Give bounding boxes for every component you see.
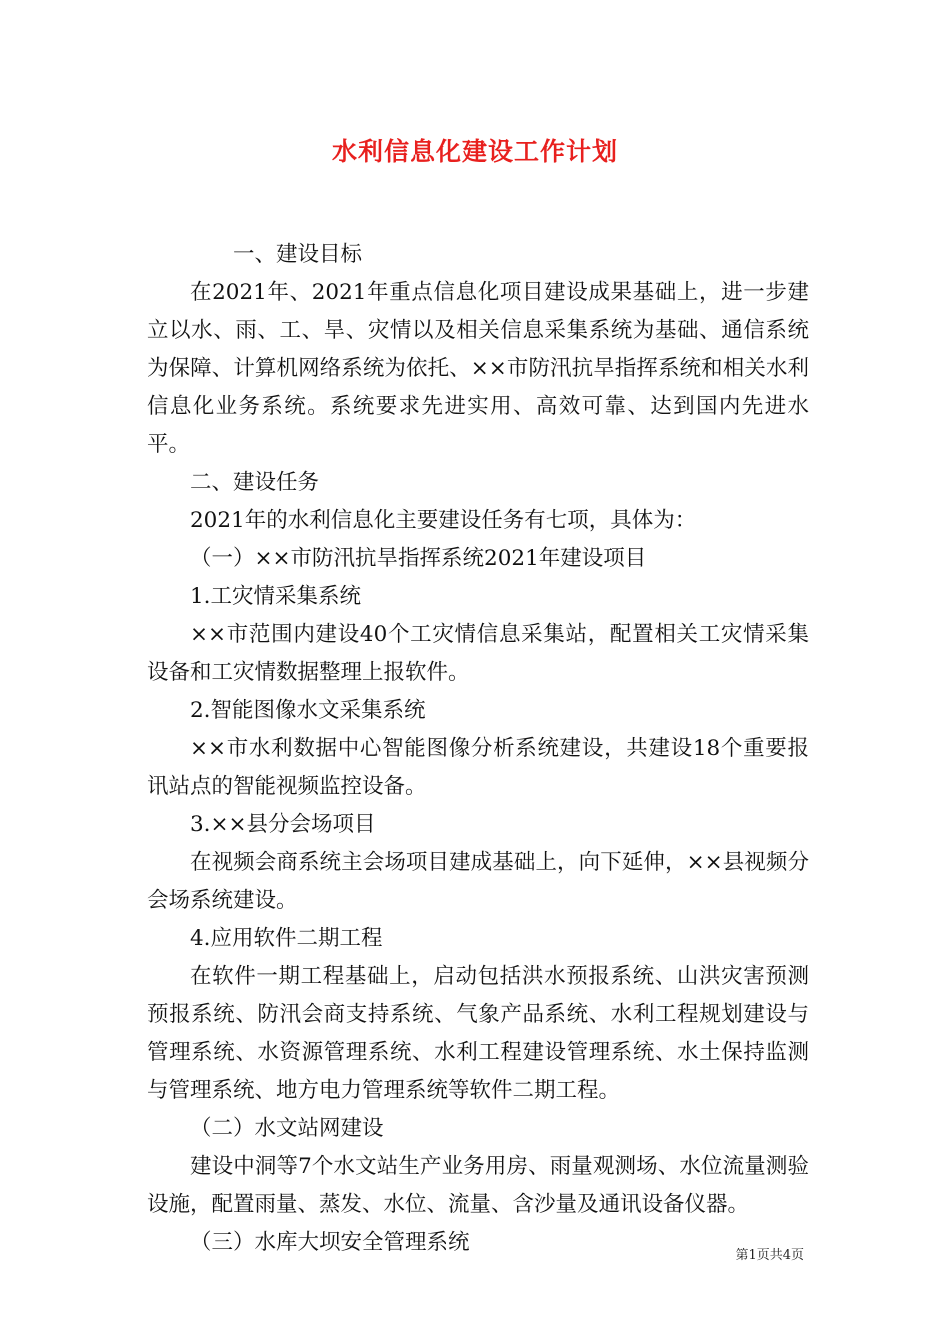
subheading-project-3: （三）水库大坝安全管理系统: [190, 1230, 470, 1255]
item-heading-3: 3.××县分会场项目: [190, 812, 376, 837]
item-heading-1: 1.工灾情采集系统: [190, 584, 362, 609]
item-heading-2: 2.智能图像水文采集系统: [190, 698, 426, 723]
subheading-project-2: （二）水文站网建设: [190, 1116, 384, 1141]
document-body: [147, 236, 809, 1262]
paragraph-goal: 在2021年、2021年重点信息化项目建设成果基础上，进一步建立以水、雨、工、旱、灾情以及相关信息采集系统为基础、通信系统为保障、计算机网络系统为依托、××市防汛抗旱指挥系统和相关水利信息化业务系统。系统要求先进实用、高效可靠、达到国内先进水平。: [147, 280, 809, 457]
item-text-3: 在视频会商系统主会场项目建成基础上，向下延伸，××县视频分会场系统建设。: [147, 850, 809, 913]
paragraph-tasks-intro: 2021年的水利信息化主要建设任务有七项，具体为：: [190, 508, 697, 533]
paragraph-project-2: 建设中洞等7个水文站生产业务用房、雨量观测场、水位流量测验设施，配置雨量、蒸发、水位、流量、含沙量及通讯设备仪器。: [147, 1154, 809, 1217]
item-text-4: 在软件一期工程基础上，启动包括洪水预报系统、山洪灾害预测预报系统、防汛会商支持系统、气象产品系统、水利工程规划建设与管理系统、水资源管理系统、水利工程建设管理系统、水土保持监测与管理系统、地方电力管理系统等软件二期工程。: [147, 964, 809, 1103]
document-title: 水利信息化建设工作计划: [331, 137, 618, 166]
subheading-project-1: （一）××市防汛抗旱指挥系统2021年建设项目: [190, 546, 647, 571]
page-number: 第1页共4页: [735, 1248, 804, 1263]
item-text-2: ××市水利数据中心智能图像分析系统建设，共建设18个重要报讯站点的智能视频监控设备。: [147, 736, 809, 799]
item-heading-4: 4.应用软件二期工程: [190, 926, 383, 951]
item-text-1: ××市范围内建设40个工灾情信息采集站，配置相关工灾情采集设备和工灾情数据整理上报软件。: [147, 622, 809, 685]
section-heading-tasks: 二、建设任务: [190, 470, 320, 495]
section-heading-goal: 一、建设目标: [233, 242, 363, 267]
